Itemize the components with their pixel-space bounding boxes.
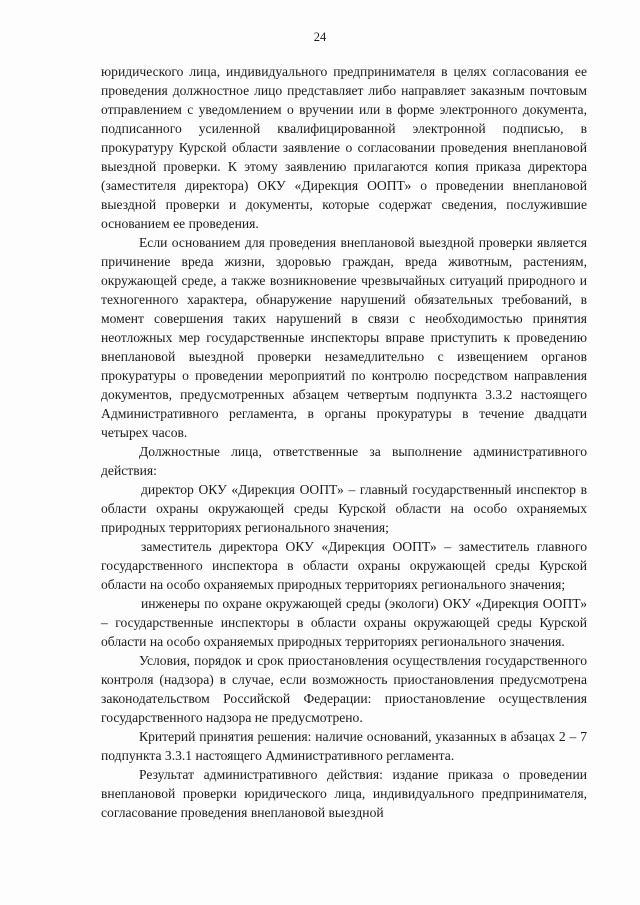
paragraph-responsible-officials: Должностные лица, ответственные за выполнение административного действия:	[101, 444, 587, 478]
paragraph-suspension-conditions: Условия, порядок и срок приостановления осуществления государственного контроля (надзора) в случае, если возможность приостановления предусмотрена законодательством Российской Федерации: приостановление осуществления государственного надзора не предусмотрено.	[101, 653, 587, 725]
paragraph-action-result: Результат административного действия: издание приказа о проведении внеплановой проверки юридического лица, индивидуального предпринимателя, согласование проведения внеплановой выездной	[101, 767, 587, 820]
paragraph-unplanned-inspection-grounds: Если основанием для проведения внеплановой выездной проверки является причинение вреда жизни, здоровью граждан, вреда животным, растениям, окружающей среде, а также возникновение чрезвычайных ситуаций природного и техногенного характера, обнаружение нарушений обязательных требований, в момент совершения таких нарушений в связи с необходимостью принятия неотложных мер государственные инспекторы вправе приступить к проведению внеплановой выездной проверки незамедлительно с извещением органов прокуратуры о проведении мероприятий по контролю посредством направления документов, предусмотренных абзацем четвертым подпункта 3.3.2 настоящего Административного регламента, в органы прокуратуры в течение двадцати четырех часов.	[101, 235, 587, 440]
document-body	[101, 62, 587, 822]
paragraph-deputy-director: заместитель директора ОКУ «Дирекция ООПТ» – заместитель главного государственного инспектора в области охраны окружающей среды Курской области на особо охраняемых природных территориях регионального значения;	[101, 539, 587, 592]
paragraph-continuation: юридического лица, индивидуального предпринимателя в целях согласования ее проведения должностное лицо представляет либо направляет заказным почтовым отправлением с уведомлением о вручении или в форме электронного документа, подписанного усиленной квалифицированной электронной подписью, в прокуратуру Курской области заявление о согласовании проведения внеплановой выездной проверки. К этому заявлению прилагаются копия приказа директора (заместителя директора) ОКУ «Дирекция ООПТ» о проведении внеплановой выездной проверки и документы, которые содержат сведения, послужившие основанием ее проведения.	[101, 64, 587, 231]
paragraph-director: директор ОКУ «Дирекция ООПТ» – главный государственный инспектор в области охраны окружающей среды Курской области на особо охраняемых природных территориях регионального значения;	[101, 482, 587, 535]
paragraph-decision-criterion: Критерий принятия решения: наличие оснований, указанных в абзацах 2 – 7 подпункта 3.3.1 настоящего Административного регламента.	[101, 729, 587, 763]
page-number: 24	[313, 30, 327, 44]
paragraph-engineers: инженеры по охране окружающей среды (экологи) ОКУ «Дирекция ООПТ» – государственные инспекторы в области охраны окружающей среды Курской области на особо охраняемых природных территориях регионального значения.	[101, 596, 587, 649]
